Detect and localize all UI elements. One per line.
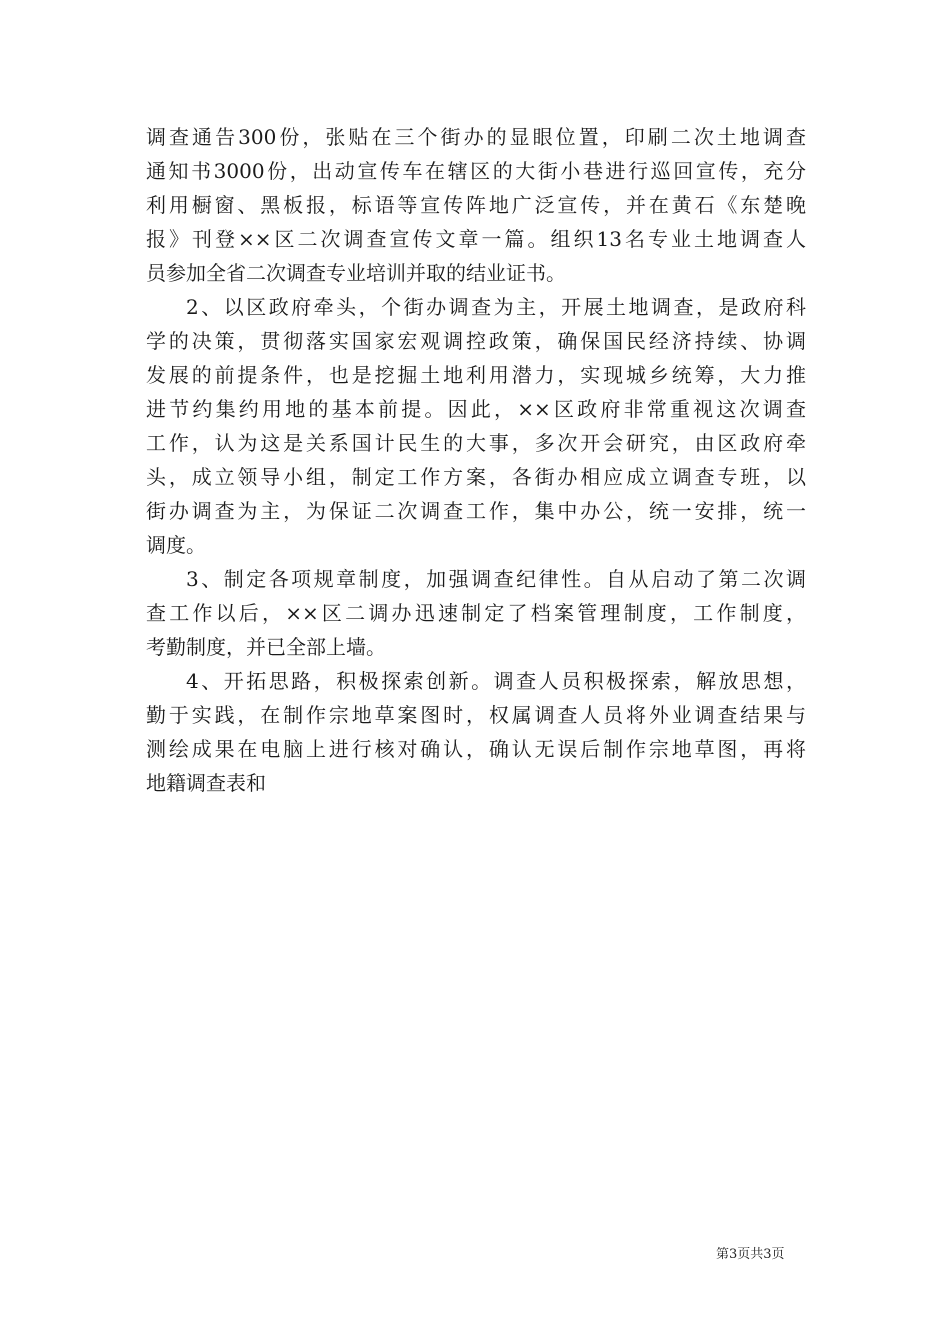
text-line: 街办调查为主，为保证二次调查工作，集中办公，统一安排，统一 — [146, 499, 806, 523]
paragraph-1 — [146, 120, 806, 290]
text-line: 通知书3000份，出动宣传车在辖区的大街小巷进行巡回宣传，充分 — [146, 159, 806, 183]
text-line: 2、以区政府牵头，个街办调查为主，开展土地调查，是政府科 — [186, 295, 806, 319]
text-line: 发展的前提条件，也是挖掘土地利用潜力，实现城乡统筹，大力推 — [146, 363, 806, 387]
text-line: 报》刊登××区二次调查宣传文章一篇。组织13名专业土地调查人 — [146, 227, 806, 251]
text-line: 工作，认为这是关系国计民生的大事，多次开会研究，由区政府牵 — [146, 431, 806, 455]
text-line: 地籍调查表和 — [146, 771, 266, 795]
text-line: 员参加全省二次调查专业培训并取的结业证书。 — [146, 261, 566, 285]
paragraph-4 — [146, 664, 806, 800]
text-line: 考勤制度，并已全部上墙。 — [146, 635, 386, 659]
text-line: 头，成立领导小组，制定工作方案，各街办相应成立调查专班，以 — [146, 465, 806, 489]
paragraph-3 — [146, 562, 806, 664]
text-line: 4、开拓思路，积极探索创新。调查人员积极探索，解放思想， — [186, 669, 806, 693]
page-number: 第3页共3页 — [716, 1247, 785, 1262]
text-line: 调查通告300份，张贴在三个街办的显眼位置，印刷二次土地调查 — [146, 125, 806, 149]
text-line: 利用橱窗、黑板报，标语等宣传阵地广泛宣传，并在黄石《东楚晚 — [146, 193, 806, 217]
text-line: 查工作以后，××区二调办迅速制定了档案管理制度，工作制度， — [146, 601, 806, 625]
text-line: 3、制定各项规章制度，加强调查纪律性。自从启动了第二次调 — [186, 567, 806, 591]
text-line: 学的决策，贯彻落实国家宏观调控政策，确保国民经济持续、协调 — [146, 329, 806, 353]
text-line: 调度。 — [146, 533, 206, 557]
paragraph-2 — [146, 290, 806, 562]
document-body — [146, 120, 806, 800]
text-line: 勤于实践，在制作宗地草案图时，权属调查人员将外业调查结果与 — [146, 703, 806, 727]
text-line: 测绘成果在电脑上进行核对确认，确认无误后制作宗地草图，再将 — [146, 737, 806, 761]
text-line: 进节约集约用地的基本前提。因此，××区政府非常重视这次调查 — [146, 397, 806, 421]
